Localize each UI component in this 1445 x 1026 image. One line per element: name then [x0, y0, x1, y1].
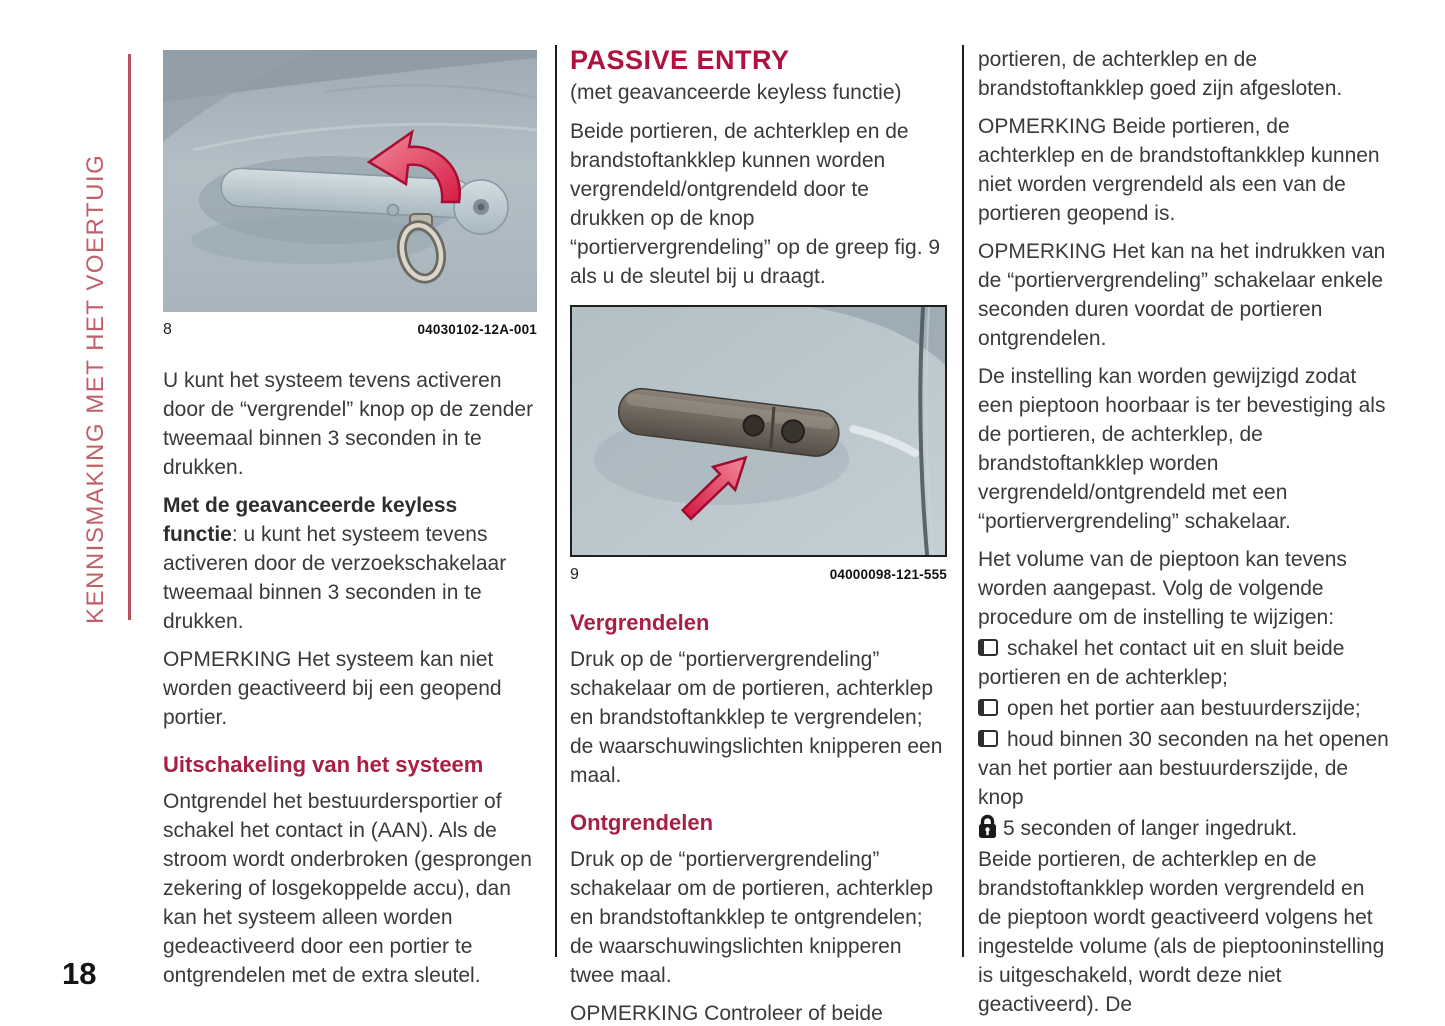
bullet-text: open het portier aan bestuurderszijde;: [1007, 697, 1361, 720]
column-3: [978, 45, 1389, 1021]
bold-lead: Met de geavanceerde keyless functie: [163, 494, 458, 546]
column-divider: [962, 45, 964, 957]
page-title: PASSIVE ENTRY: [570, 45, 790, 75]
figure-8-caption: [163, 321, 537, 339]
note-paragraph: OPMERKING Het kan na het indrukken van de “portiervergrendeling” schakelaar enkele seconden duren voordat de portieren ontgrendelen.: [978, 240, 1386, 350]
paragraph: Druk op de “portiervergrendeling” schakelaar om de portieren, achterklep en brandstoftankklep te ontgrendelen; de waarschuwingslichten knipperen twee maal.: [570, 848, 934, 987]
paragraph: Het volume van de pieptoon kan tevens worden aangepast. Volg de volgende procedure om de instelling te wijzigen:: [978, 548, 1347, 629]
note-paragraph: OPMERKING Het systeem kan niet worden geactiveerd bij een geopend portier.: [163, 648, 502, 729]
bullet-item: [978, 694, 1389, 723]
bullet-item: [978, 725, 1389, 812]
paragraph: U kunt het systeem tevens activeren door de “vergrendel” knop op de zender tweemaal binnen 3 seconden in te drukken.: [163, 369, 534, 479]
section-heading-unlock: Ontgrendelen: [570, 810, 714, 835]
figure-8-code: 04030102-12A-001: [417, 322, 537, 337]
paragraph: Ontgrendel het bestuurdersportier of schakel het contact in (AAN). Als de stroom wordt onderbroken (gesprongen zekering of losgekoppelde accu), dan kan het systeem alleen worden gedeactiveerd door een portier te ontgrendelen met de extra sleutel.: [163, 790, 532, 987]
lock-instruction-text: 5 seconden of langer ingedrukt.: [1003, 817, 1298, 840]
column-2: [570, 45, 947, 1026]
column-1: [163, 45, 537, 999]
bullet-item: [978, 634, 1389, 692]
paragraph: De instelling kan worden gewijzigd zodat een pieptoon hoorbaar is ter bevestiging als de portieren, de achterklep, de brandstoftankklep worden vergrendeld/ontgrendeld met een “portiervergrendeling” schakelaar.: [978, 365, 1386, 533]
note-paragraph: OPMERKING Beide portieren, de achterklep en de brandstoftankklep kunnen niet worden vergrendeld als een van de portieren geopend is.: [978, 115, 1380, 225]
bullet-square-icon: [978, 730, 998, 747]
bullet-text: schakel het contact uit en sluit beide portieren en de achterklep;: [978, 637, 1345, 689]
figure-9-number: 9: [570, 566, 579, 583]
paragraph: Beide portieren, de achterklep en de brandstoftankklep kunnen worden vergrendeld/ontgrendeld door te drukken op de knop “portiervergrendeling” op de greep fig. 9 als u de sleutel bij u draagt.: [570, 120, 941, 288]
bullet-text: houd binnen 30 seconden na het openen van het portier aan bestuurderszijde, de knop: [978, 728, 1389, 809]
page-number: 18: [62, 956, 97, 991]
lock-instruction-line: [978, 814, 1389, 843]
note-paragraph: OPMERKING Controleer of beide: [570, 1002, 883, 1025]
figure-9-photo: [570, 305, 947, 557]
paragraph: portieren, de achterklep en de brandstoftankklep goed zijn afgesloten.: [978, 48, 1343, 100]
paragraph: Druk op de “portiervergrendeling” schakelaar om de portieren, achterklep en brandstoftankklep te vergrendelen; de waarschuwingslichten knipperen een maal.: [570, 648, 943, 787]
section-heading: Uitschakeling van het systeem: [163, 752, 484, 777]
figure-8-number: 8: [163, 321, 172, 338]
bullet-square-icon: [978, 639, 998, 656]
paragraph: Beide portieren, de achterklep en de brandstoftankklep worden vergrendeld en de pieptoon wordt geactiveerd volgens het ingestelde volume (als de pieptooninstelling is uitgeschakeld, wordt deze niet geactiveerd). De: [978, 848, 1385, 1016]
bullet-square-icon: [978, 699, 998, 716]
door-handle-button-illustration: [572, 307, 945, 555]
page-subtitle: (met geavanceerde keyless functie): [570, 81, 902, 104]
section-heading-lock: Vergrendelen: [570, 610, 710, 635]
column-divider: [555, 45, 557, 957]
padlock-icon: [978, 814, 997, 839]
figure-9-code: 04000098-121-555: [829, 567, 947, 582]
paragraph-rest: : u kunt het systeem tevens activeren door de verzoekschakelaar tweemaal binnen 3 seconden in te drukken.: [163, 523, 507, 633]
door-handle-key-illustration: [163, 50, 537, 312]
figure-9-caption: [570, 566, 947, 584]
paragraph: [163, 491, 537, 636]
chapter-sidebar-label: KENNISMAKING MET HET VOERTUIG: [82, 153, 109, 624]
figure-8-photo: [163, 50, 537, 312]
sidebar-rule: [128, 54, 131, 620]
